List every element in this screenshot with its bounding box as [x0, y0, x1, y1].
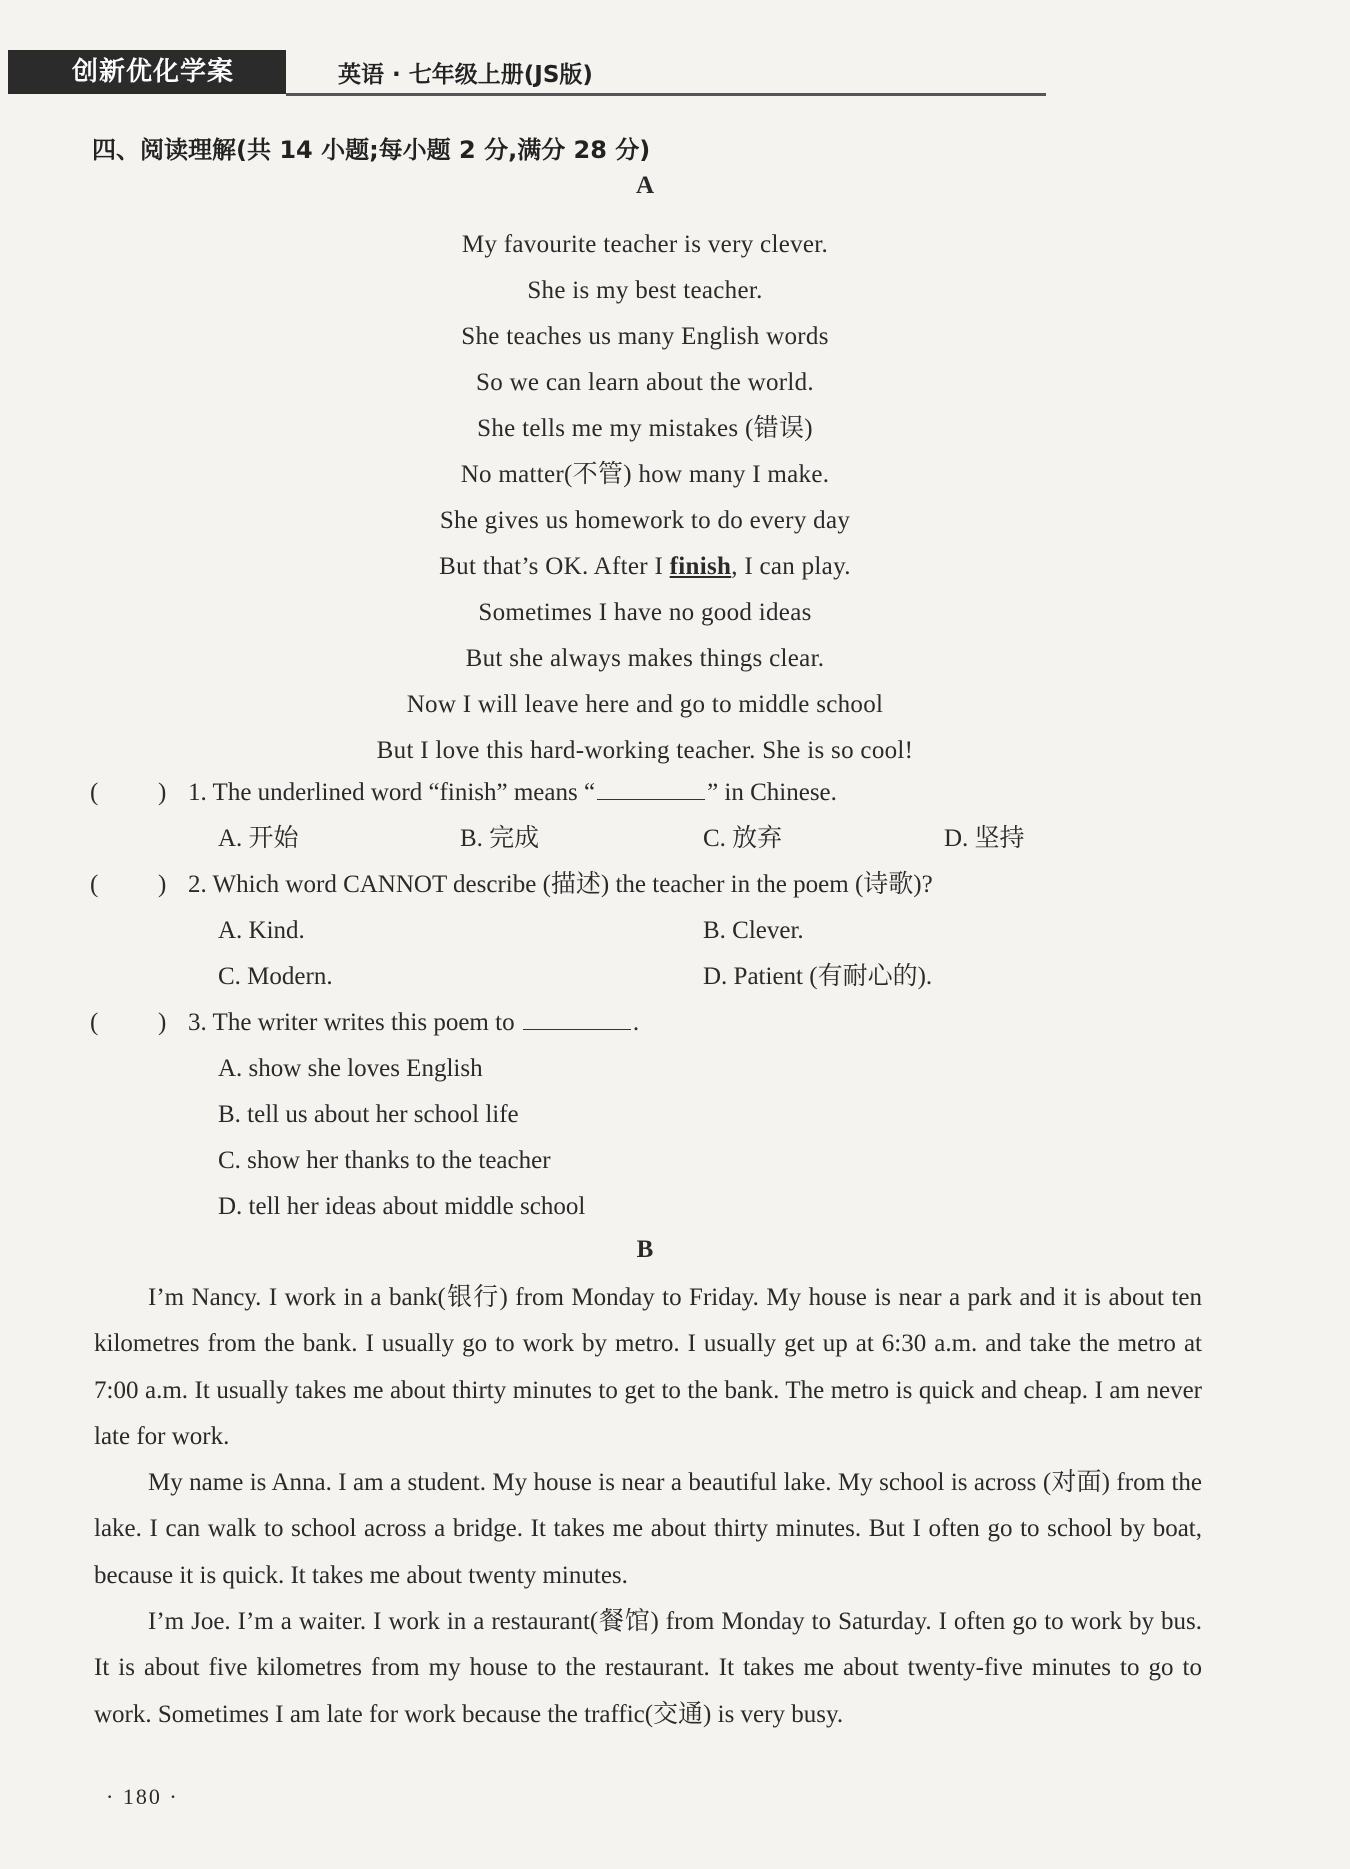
section-heading: 四、阅读理解(共 14 小题;每小题 2 分,满分 28 分) [92, 136, 651, 164]
option-3d: D. tell her ideas about middle school [218, 1193, 586, 1220]
poem-text: , I can play. [731, 553, 851, 580]
poem-line: She teaches us many English words [461, 323, 829, 350]
brand-logo: 创新优化学案 [8, 50, 286, 94]
option-1a: A. 开始 [218, 825, 299, 852]
page-number: · 180 · [106, 1784, 179, 1809]
answer-paren-open: ( [90, 871, 99, 898]
poem-text: But that’s OK. After I [439, 553, 670, 580]
part-b-label: B [636, 1236, 654, 1263]
answer-paren-close: ) [158, 871, 167, 898]
option-1b: B. 完成 [460, 825, 540, 852]
option-3c: C. show her thanks to the teacher [218, 1147, 551, 1174]
poem-line: My favourite teacher is very clever. [461, 231, 829, 258]
poem [0, 222, 1290, 774]
option-1c: C. 放弃 [703, 825, 783, 852]
book-title: 英语 · 七年级上册(JS版) [338, 62, 593, 88]
header-rule [286, 93, 1046, 96]
option-2d: D. Patient (有耐心的). [703, 963, 933, 990]
option-3b: B. tell us about her school life [218, 1101, 519, 1128]
question-stem-text: 3. The writer writes this poem to [188, 1009, 521, 1036]
poem-line: But I love this hard-working teacher. She is so cool! [376, 737, 914, 764]
poem-line: So we can learn about the world. [476, 369, 814, 396]
question-stem [188, 1000, 639, 1046]
page-header [8, 50, 1028, 96]
answer-paren-close: ) [158, 1009, 167, 1036]
poem-line: She tells me my mistakes (错误) [477, 415, 813, 442]
question-stem-text: 1. The underlined word “finish” means “ [188, 779, 596, 806]
question-stem: 2. Which word CANNOT describe (描述) the teacher in the poem (诗歌)? [188, 871, 933, 898]
answer-paren-open: ( [90, 1009, 99, 1036]
answer-paren-open: ( [90, 779, 99, 806]
poem-line: Sometimes I have no good ideas [478, 599, 812, 626]
passage-paragraph-anna: My name is Anna. I am a student. My house is near a beautiful lake. My school is across (对面) from the lake. I can walk to school across a bridge. It takes me about thirty minutes. But I often go to school by boat, because it is quick. It takes me about twenty minutes. [94, 1469, 1202, 1589]
passage-paragraph-joe: I’m Joe. I’m a waiter. I work in a restaurant(餐馆) from Monday to Saturday. I often go to work by bus. It is about five kilometres from my house to the restaurant. It takes me about twenty-five minutes to go to work. Sometimes I am late for work because the traffic(交通) is very busy. [94, 1608, 1202, 1728]
underlined-word: finish [669, 553, 732, 580]
poem-line: No matter(不管) how many I make. [460, 461, 830, 488]
poem-line-underlined [0, 544, 1290, 590]
part-a-label: A [635, 172, 655, 199]
question-stem-text: . [632, 1009, 640, 1036]
question-stem [188, 770, 837, 816]
poem-line: She gives us homework to do every day [439, 507, 851, 534]
poem-line: Now I will leave here and go to middle school [406, 691, 884, 718]
poem-line: She is my best teacher. [527, 277, 763, 304]
option-2b: B. Clever. [703, 917, 804, 944]
option-2c: C. Modern. [218, 963, 333, 990]
answer-paren-close: ) [158, 779, 167, 806]
answer-blank [523, 1001, 631, 1030]
passage-paragraph-nancy: I’m Nancy. I work in a bank(银行) from Monday to Friday. My house is near a park and it is about ten kilometres from the bank. I usually go to work by metro. I usually get up at 6:30 a.m. and take the metro at 7:00 a.m. It usually takes me about thirty minutes to get to the bank. The metro is quick and cheap. I am never late for work. [94, 1284, 1202, 1450]
poem-line: But she always makes things clear. [465, 645, 825, 672]
option-3a: A. show she loves English [218, 1055, 483, 1082]
answer-blank [597, 771, 705, 800]
option-1d: D. 坚持 [944, 825, 1025, 852]
question-stem-text: ” in Chinese. [707, 779, 837, 806]
option-2a: A. Kind. [218, 917, 305, 944]
